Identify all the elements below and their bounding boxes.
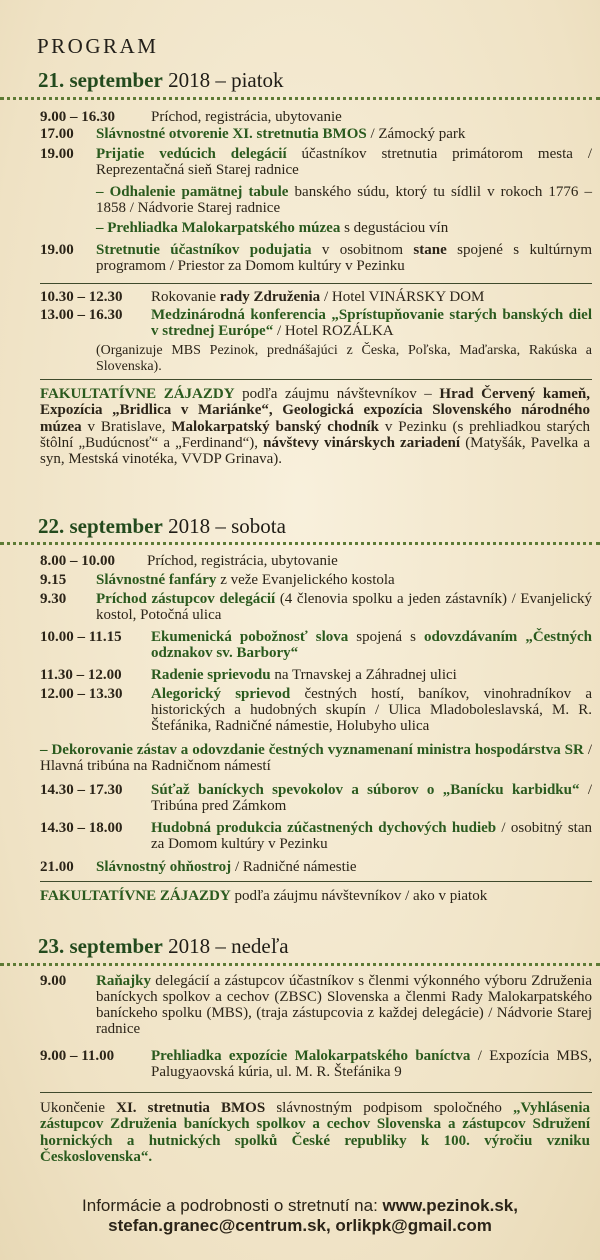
dotted-divider <box>0 542 600 545</box>
event-row: 14.30 – 18.00 Hudobná produkcia zúčastnených dychových hudieb / osobitný stan za Domom kultúry v Pezinku <box>40 820 592 852</box>
event-row: – Dekorovanie zástav a odovzdanie čestných vyznamenaní ministra hospodárstva SR / Hlavná tribúna na Radničnom námestí <box>40 742 593 774</box>
event-row: 19.00 Prijatie vedúcich delegácií účastníkov stretnutia primátorom mesta / Reprezentačná sieň Starej radnice <box>40 146 592 178</box>
website-link[interactable]: www.pezinok.sk, <box>382 1196 518 1215</box>
day-header-1: 21. september 2018 – piatok <box>38 68 284 92</box>
event-note: (Organizuje MBS Pezinok, prednášajúci z Česka, Poľska, Maďarska, Rakúska a Slovenska). <box>96 343 592 374</box>
email-links[interactable]: stefan.granec@centrum.sk, orlikpk@gmail.com <box>108 1216 492 1235</box>
event-row: 10.00 – 11.15 Ekumenická pobožnosť slova spojená s odovzdávaním „Čestných odznakov sv. Barbory“ <box>40 629 592 661</box>
event-row: 9.00 – 11.00 Prehliadka expozície Malokarpatského baníctva / Expozícia MBS, Palugyaovská kúria, ul. M. R. Štefánika 9 <box>40 1048 592 1080</box>
event-row: 9.00 Raňajky delegácií a zástupcov účastníkov s členmi výkonného výboru Združenia baníckych spolkov a cechov (ZBSC) Slovenska a členmi Rady Malokarpatského baníckeho spolku (MBS), (traja zástupcovia z každej delegácie) / Nádvorie Starej radnice <box>40 973 592 1037</box>
event-row: – Prehliadka Malokarpatského múzea s degustáciou vín <box>96 220 449 236</box>
section-divider <box>40 1092 592 1093</box>
optional-trips-day1: FAKULTATÍVNE ZÁJAZDY podľa záujmu návštevníkov – Hrad Červený kameň, Expozícia „Bridlica v Mariánke“, Geologická expozícia Slovenského národného múzea v Bratislave, Malokarpatský banský chodník v Pezinku (s prehliadkou starých štôlní „Budúcnosť“ a „Ferdinand“), návštevy vinárskych zariadení (Matyšák, Pavelka a syn, Mestská vinotéka, VVDP Grinava). <box>40 386 590 468</box>
section-divider <box>40 283 592 284</box>
closing-statement: Ukončenie XI. stretnutia BMOS slávnostným podpisom spoločného „Vyhlásenia zástupcov Združenia baníckych spolkov a cechov Slovenska a zástupcov Sdružení hornických a hutnických spolků České republiky k 100. výročiu vzniku Československa“. <box>40 1100 591 1165</box>
event-row: 21.00 Slávnostný ohňostroj / Radničné námestie <box>40 859 357 875</box>
day-header-2: 22. september 2018 – sobota <box>38 514 286 538</box>
event-row: 9.15 Slávnostné fanfáry z veže Evanjelického kostola <box>40 572 395 588</box>
event-row: 17.00 Slávnostné otvorenie XI. stretnutia BMOS / Zámocký park <box>40 126 466 142</box>
event-row: 14.30 – 17.30 Súťaž baníckych spevokolov a súborov o „Banícku karbidku“ / Tribúna pred Zámkom <box>40 782 592 814</box>
event-row: – Odhalenie pamätnej tabule banského súdu, ktorý tu sídlil v rokoch 1776 – 1858 / Nádvorie Starej radnice <box>96 184 592 216</box>
event-row: 10.30 – 12.30 Rokovanie rady Združenia / Hotel VINÁRSKY DOM <box>40 289 485 305</box>
contact-info: Informácie a podrobnosti o stretnutí na: www.pezinok.sk, stefan.granec@centrum.sk, orlikpk@gmail.com <box>82 1196 518 1235</box>
optional-trips-day2: FAKULTATÍVNE ZÁJAZDY podľa záujmu návštevníkov / ako v piatok <box>40 888 488 904</box>
event-row: 13.00 – 16.30 Medzinárodná konferencia „Sprístupňovanie starých banských diel v strednej Európe“ / Hotel ROZÁLKA <box>40 307 592 339</box>
day-header-3: 23. september 2018 – nedeľa <box>38 934 289 958</box>
dotted-divider <box>0 97 600 100</box>
event-row: 12.00 – 13.30 Alegorický sprievod čestných hostí, baníkov, vinohradníkov a historických a hudobných skupín / Ulica Mladoboleslavská, M. R. Štefánika, Radničné námestie, Holubyho ulica <box>40 686 592 734</box>
event-row: 11.30 – 12.00 Radenie sprievodu na Trnavskej a Záhradnej ulici <box>40 667 457 683</box>
page-title: PROGRAM <box>37 34 159 58</box>
event-row: 19.00 Stretnutie účastníkov podujatia v osobitnom stane spojené s kultúrnym programom / Priestor za Domom kultúry v Pezinku <box>40 242 593 274</box>
event-row: 9.00 – 16.30 Príchod, registrácia, ubytovanie <box>40 109 342 125</box>
section-divider <box>40 379 592 380</box>
section-divider <box>40 881 592 882</box>
event-row: 9.30 Príchod zástupcov delegácií (4 členovia spolku a jeden zástavník) / Evanjelický kostol, Potočná ulica <box>40 591 592 623</box>
dotted-divider <box>0 963 600 966</box>
event-row: 8.00 – 10.00 Príchod, registrácia, ubytovanie <box>40 553 338 569</box>
